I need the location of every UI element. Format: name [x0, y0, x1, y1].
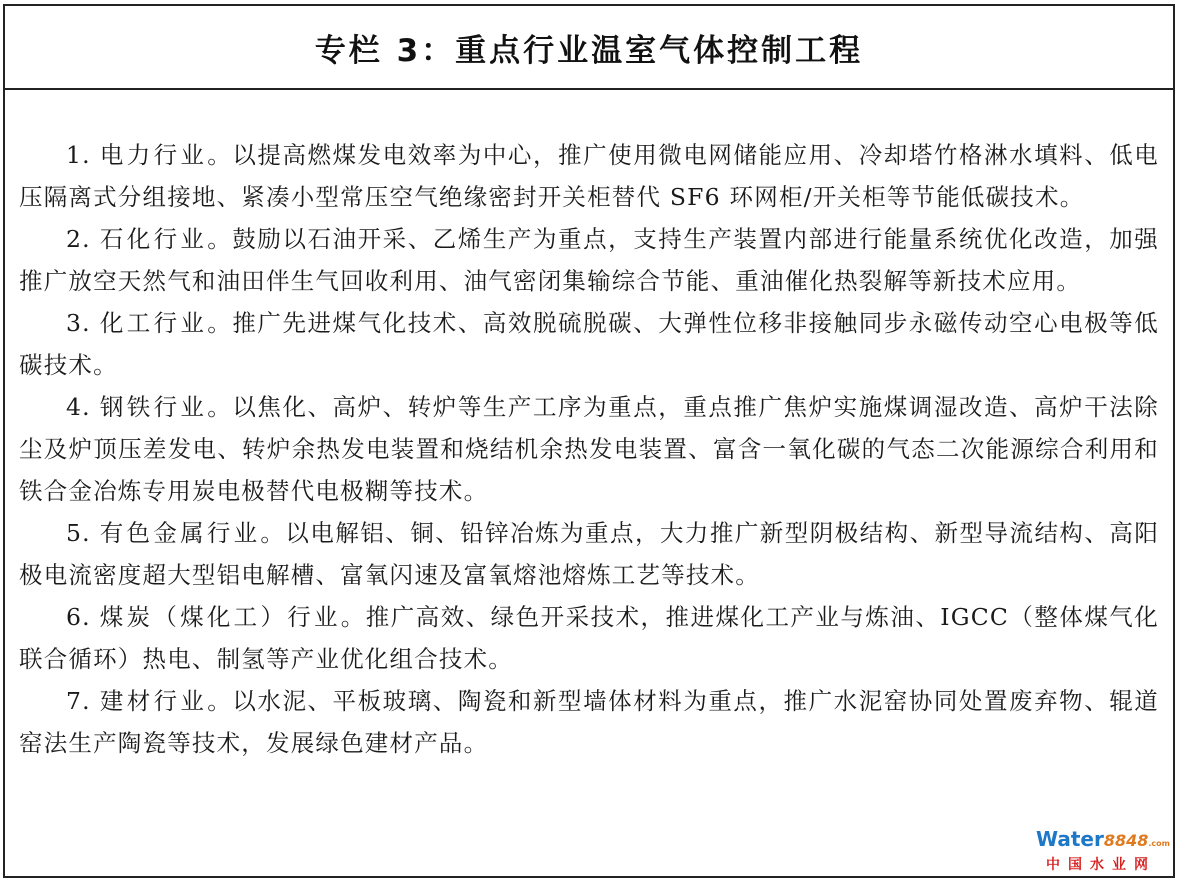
box-body: [5, 90, 1173, 764]
box-header: [5, 6, 1173, 90]
sector-name: 电力行业: [99, 141, 208, 169]
sector-name: 建材行业: [99, 687, 208, 715]
paragraph-text: 。以电解铝、铜、铅锌冶炼为重点，大力推广新型阴极结构、新型导流结构、高阳极电流密度超大型铝电解槽、富氧闪速及富氧熔池熔炼工艺等技术。: [19, 519, 1160, 589]
sector-name: 煤炭（煤化工）行业: [99, 603, 341, 631]
watermark-logo: [1036, 827, 1170, 874]
paragraph-number: 4.: [66, 393, 91, 421]
paragraph-5: [19, 512, 1159, 596]
watermark-domain: .com: [1148, 839, 1170, 848]
sector-name: 有色金属行业: [99, 519, 261, 547]
paragraph-7: [19, 680, 1159, 764]
paragraph-3: [19, 302, 1159, 386]
watermark-brand-line: [1036, 827, 1170, 855]
paragraph-text: 。以焦化、高炉、转炉等生产工序为重点，重点推广焦炉实施煤调湿改造、高炉干法除尘及炉顶压差发电、转炉余热发电装置和烧结机余热发电装置、富含一氧化碳的气态二次能源综合利用和铁合金冶炼专用炭电极替代电极糊等技术。: [19, 393, 1159, 505]
paragraph-number: 5.: [66, 519, 91, 547]
paragraph-number: 1.: [66, 141, 91, 169]
sector-name: 化工行业: [99, 309, 208, 337]
paragraph-number: 6.: [66, 603, 91, 631]
paragraph-1: [19, 134, 1159, 218]
page-title: 专栏 3：重点行业温室气体控制工程: [314, 32, 864, 69]
paragraph-text: 。以提高燃煤发电效率为中心，推广使用微电网储能应用、冷却塔竹格淋水填料、低电压隔离式分组接地、紧凑小型常压空气绝缘密封开关柜替代 SF6 环网柜/开关柜等节能低碳技术。: [19, 141, 1159, 211]
paragraph-text: 。推广高效、绿色开采技术，推进煤化工产业与炼油、IGCC（整体煤气化联合循环）热电、制氢等产业优化组合技术。: [19, 603, 1159, 673]
paragraph-text: 。推广先进煤气化技术、高效脱硫脱碳、大弹性位移非接触同步永磁传动空心电极等低碳技术。: [19, 309, 1159, 379]
paragraph-number: 3.: [66, 309, 91, 337]
paragraph-number: 7.: [66, 687, 91, 715]
sector-name: 石化行业: [99, 225, 208, 253]
paragraph-4: [19, 386, 1159, 512]
feature-box: [3, 4, 1175, 878]
watermark-number: 8848: [1103, 831, 1149, 850]
sector-name: 钢铁行业: [99, 393, 208, 421]
paragraph-text: 。以水泥、平板玻璃、陶瓷和新型墙体材料为重点，推广水泥窑协同处置废弃物、辊道窑法生产陶瓷等技术，发展绿色建材产品。: [19, 687, 1159, 757]
paragraph-2: [19, 218, 1159, 302]
watermark-subtitle: 中国水业网: [1046, 857, 1156, 873]
paragraph-number: 2.: [66, 225, 91, 253]
paragraph-6: [19, 596, 1159, 680]
watermark-brand: Water: [1036, 827, 1104, 851]
paragraph-text: 。鼓励以石油开采、乙烯生产为重点，支持生产装置内部进行能量系统优化改造，加强推广放空天然气和油田伴生气回收利用、油气密闭集输综合节能、重油催化热裂解等新技术应用。: [19, 225, 1159, 295]
